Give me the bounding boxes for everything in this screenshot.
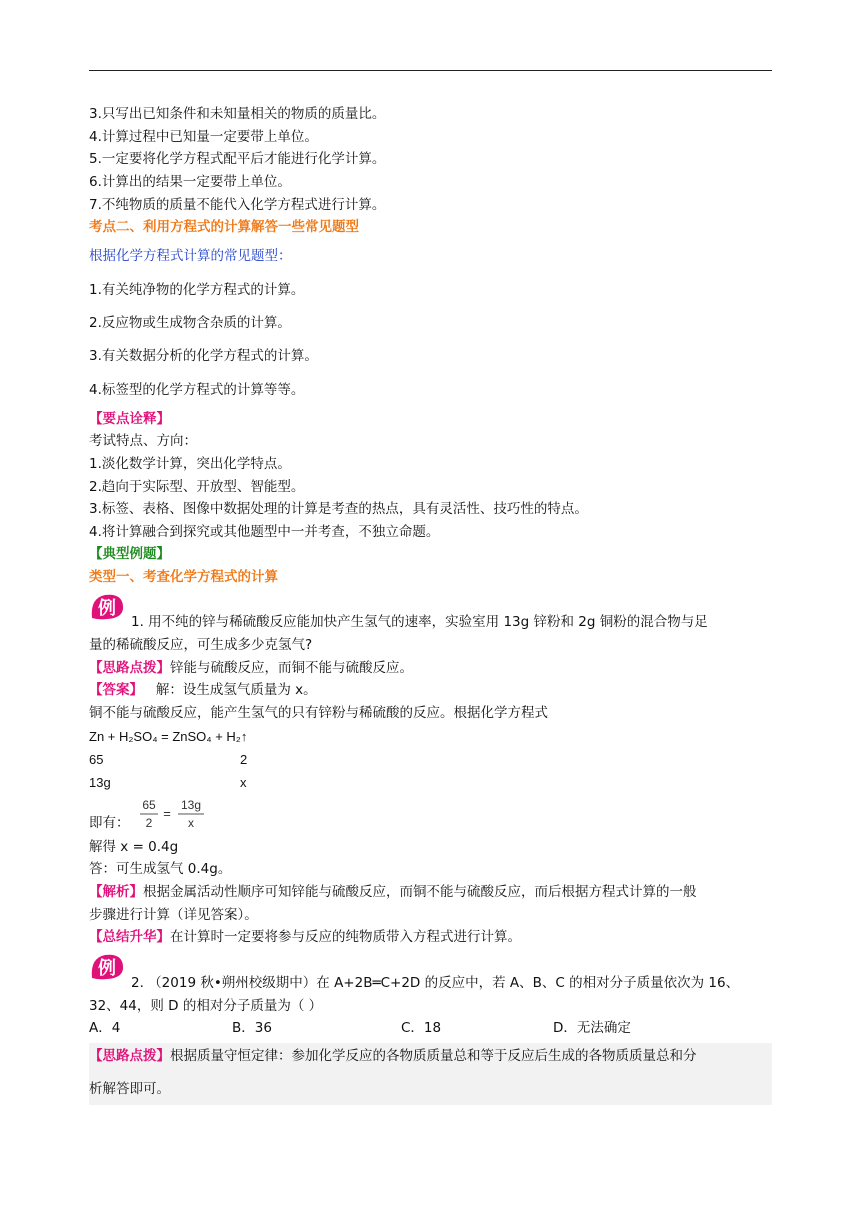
ex2-question-line1: 2. （2019 秋•朔州校级期中）在 A+2B═C+2D 的反应中，若 A、B、C 的相对分子质量依次为 16、 bbox=[131, 975, 740, 991]
note-6: 6.计算出的结果一定要带上单位。 bbox=[89, 174, 291, 190]
ex2-hint bbox=[89, 1046, 697, 1066]
exam-feature-2: 2.趋向于实际型、开放型、智能型。 bbox=[89, 479, 305, 495]
svg-text:2: 2 bbox=[145, 816, 153, 830]
common-type-2: 2.反应物或生成物含杂质的计算。 bbox=[89, 315, 291, 331]
note-3: 3.只写出已知条件和未知量相关的物质的质量比。 bbox=[89, 106, 386, 122]
analysis-label: 【解析】 bbox=[89, 884, 143, 900]
note-4: 4.计算过程中已知量一定要带上单位。 bbox=[89, 129, 318, 145]
type1-title: 类型一、考查化学方程式的计算 bbox=[89, 569, 278, 585]
ex1-solve: 解得 x = 0.4g bbox=[89, 839, 179, 855]
ex1-fraction bbox=[138, 795, 208, 831]
common-type-4: 4.标签型的化学方程式的计算等等。 bbox=[89, 382, 305, 398]
analysis-line1: 根据金属活动性顺序可知锌能与硫酸反应，而铜不能与硫酸反应，而后根据方程式计算的一般 bbox=[143, 884, 697, 900]
summary-label: 【总结升华】 bbox=[89, 929, 170, 945]
ex2-option-c: C．18 bbox=[401, 1020, 442, 1036]
header-rule bbox=[89, 70, 772, 71]
svg-text:13g: 13g bbox=[180, 798, 202, 812]
ex2-option-b: B．36 bbox=[232, 1020, 272, 1036]
ex1-final: 答：可生成氢气 0.4g。 bbox=[89, 861, 232, 877]
ex2-question-line2: 32、44，则 D 的相对分子质量为（ ） bbox=[89, 998, 323, 1014]
ex1-analysis bbox=[89, 882, 697, 902]
hint-text: 锌能与硫酸反应，而铜不能与硫酸反应。 bbox=[170, 660, 413, 676]
ex1-explain: 铜不能与硫酸反应，能产生氢气的只有锌粉与稀硫酸的反应。根据化学方程式 bbox=[89, 705, 548, 721]
ex1-analysis-line2: 步骤进行计算（详见答案）。 bbox=[89, 907, 258, 923]
svg-text:例: 例 bbox=[98, 958, 116, 979]
ex2-hint-line1: 根据质量守恒定律：参加化学反应的各物质质量总和等于反应后生成的各物质质量总和分 bbox=[170, 1048, 697, 1064]
common-type-3: 3.有关数据分析的化学方程式的计算。 bbox=[89, 348, 318, 364]
ex1-question-line2: 量的稀硫酸反应，可生成多少克氢气? bbox=[89, 637, 313, 653]
ex1-row2-right: x bbox=[240, 775, 247, 790]
exam-feature-4: 4.将计算融合到探究或其他题型中一并考查，不独立命题。 bbox=[89, 524, 440, 540]
ex1-frac-label: 即有： bbox=[89, 815, 130, 831]
svg-text:=: = bbox=[163, 806, 171, 821]
ex2-hint-label: 【思路点拨】 bbox=[89, 1048, 170, 1064]
answer-text: 解：设生成氢气质量为 x。 bbox=[143, 682, 317, 698]
example-badge-icon bbox=[89, 592, 125, 622]
ex1-answer bbox=[89, 680, 317, 700]
svg-text:例: 例 bbox=[98, 598, 116, 619]
example-badge-icon bbox=[89, 952, 125, 982]
ex1-row1-right: 2 bbox=[240, 752, 248, 767]
key-points-label: 【要点诠释】 bbox=[89, 411, 170, 427]
common-types-title: 根据化学方程式计算的常见题型： bbox=[89, 248, 292, 264]
summary-text: 在计算时一定要将参与反应的纯物质带入方程式进行计算。 bbox=[170, 929, 521, 945]
note-7: 7.不纯物质的质量不能代入化学方程式进行计算。 bbox=[89, 197, 386, 213]
ex1-row1-left: 65 bbox=[89, 752, 104, 767]
svg-text:x: x bbox=[188, 816, 194, 830]
common-type-1: 1.有关纯净物的化学方程式的计算。 bbox=[89, 282, 305, 298]
ex1-hint bbox=[89, 658, 413, 678]
ex1-summary bbox=[89, 927, 521, 947]
hint-label: 【思路点拨】 bbox=[89, 660, 170, 676]
ex1-equation: Zn + H₂SO₄ = ZnSO₄ + H₂↑ bbox=[89, 729, 248, 744]
typical-examples-label: 【典型例题】 bbox=[89, 546, 170, 562]
ex1-question-line1: 1. 用不纯的锌与稀硫酸反应能加快产生氢气的速率，实验室用 13g 锌粉和 2g 铜粉的混合物与足 bbox=[131, 614, 708, 630]
section2-title: 考点二、利用方程式的计算解答一些常见题型 bbox=[89, 219, 359, 235]
exam-feature-3: 3.标签、表格、图像中数据处理的计算是考查的热点，具有灵活性、技巧性的特点。 bbox=[89, 501, 588, 517]
ex1-row2-left: 13g bbox=[89, 775, 111, 790]
exam-feature-1: 1.淡化数学计算，突出化学特点。 bbox=[89, 456, 291, 472]
ex2-hint-line2: 析解答即可。 bbox=[89, 1081, 170, 1097]
svg-text:65: 65 bbox=[142, 798, 156, 812]
note-5: 5.一定要将化学方程式配平后才能进行化学计算。 bbox=[89, 151, 386, 167]
ex2-option-a: A．4 bbox=[89, 1020, 121, 1036]
ex2-option-d: D．无法确定 bbox=[553, 1020, 631, 1036]
answer-label: 【答案】 bbox=[89, 682, 143, 698]
exam-features-title: 考试特点、方向： bbox=[89, 433, 197, 449]
